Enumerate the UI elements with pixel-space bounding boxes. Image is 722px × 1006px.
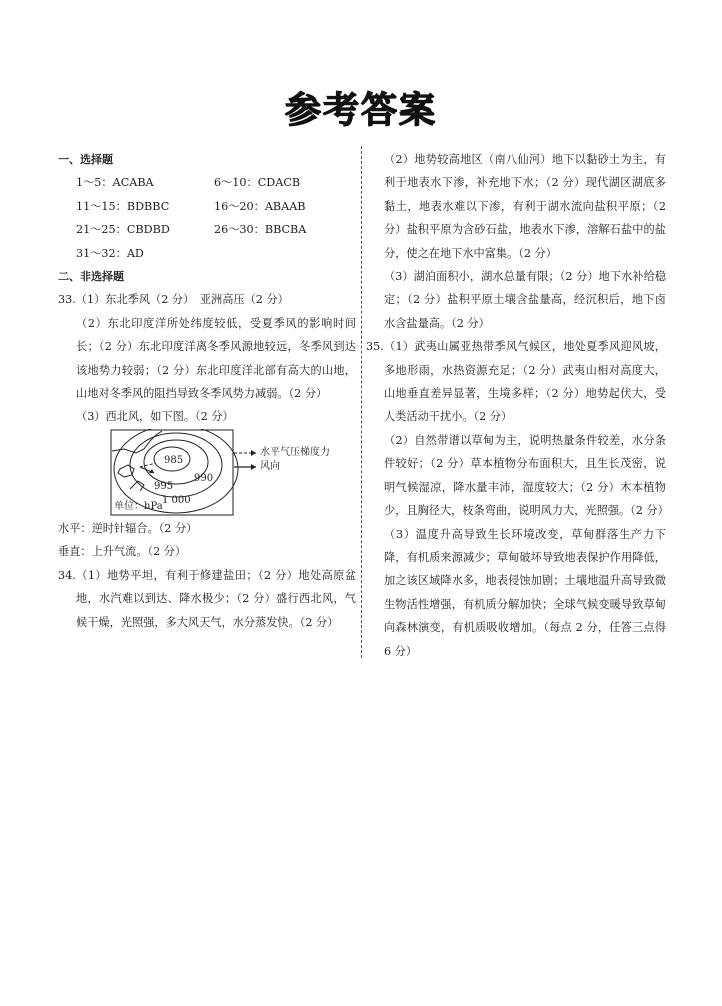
answer-35-1: 35.（1）武夷山属亚热带季风气候区，地处夏季风迎风坡，多地形雨，水热资源充足；（2 分）武夷山相对高度大，山地垂直差异显著，生境多样；（2 分）地势起伏大，受人类活动干扰小。（2 分） bbox=[366, 340, 666, 424]
page-title: 参考答案 bbox=[284, 90, 437, 131]
isobar-label: 1 000 bbox=[162, 494, 191, 506]
choice-answer: 16～20：ABAAB bbox=[214, 199, 306, 213]
legend-wind-label: 风向 bbox=[260, 460, 280, 472]
answer-33-2: （2）东北印度洋所处纬度较低，受夏季风的影响时间长；（2 分）东北印度洋离冬季风源地较远，冬季风到达该地势力较弱；（2 分）东北印度洋北部有高大的山地，山地对冬季风的阻挡导致冬季风势力减弱。（2 分） bbox=[76, 316, 356, 401]
left-column bbox=[58, 148, 356, 634]
pressure-gradient-arrow bbox=[140, 463, 156, 467]
section-heading-choice: 一、选择题 bbox=[58, 153, 113, 166]
choice-answer: 1～5：ACABA bbox=[76, 176, 154, 190]
right-column bbox=[366, 148, 669, 663]
isobar-figure bbox=[110, 429, 350, 517]
isobar-label: 995 bbox=[154, 480, 174, 492]
answer-33-horizontal: 水平：逆时针辐合。（2 分） bbox=[58, 521, 198, 535]
answer-33-3: （3）西北风，如下图。（2 分） bbox=[76, 410, 234, 424]
legend-solid-arrowhead bbox=[251, 464, 256, 470]
answer-35-3: （3）温度升高导致生长环境改变，草甸群落生产力下降，有机质来源减少；草甸破坏导致地表保护作用降低，加之该区域降水多，地表侵蚀加剧；土壤地温升高导致微生物活性增强，有机质分解加快；全球气候变暖导致草甸向森林演变，有机质吸收增加。（每点 2 分，任答三点得 6 分） bbox=[384, 527, 666, 658]
answer-34-3: （3）湖泊面积小，湖水总量有限；（2 分）地下水补给稳定；（2 分）盐积平原土壤含盐量高，经沉积后，地下卤水含盐量高。（2 分） bbox=[384, 270, 666, 330]
choice-answer: 6～10：CDACB bbox=[214, 176, 301, 190]
legend-dashed-arrowhead bbox=[251, 450, 256, 456]
isobar-label: 990 bbox=[194, 472, 214, 484]
unit-label: 单位：hPa bbox=[114, 500, 163, 512]
choice-answer: 31～32：AD bbox=[76, 246, 144, 260]
choice-answer: 21～25：CBDBD bbox=[76, 223, 170, 237]
section-heading-nonchoice: 二、非选择题 bbox=[58, 270, 124, 284]
choice-answer-grid bbox=[58, 171, 356, 265]
answer-34-1: 34.（1）地势平坦，有利于修建盐田；（2 分）地处高原盆地，水汽难以到达、降水极少；（2 分）盛行西北风，气候干燥，光照强，多大风天气，水分蒸发快。（2 分） bbox=[58, 568, 356, 629]
choice-answer: 26～30：BBCBA bbox=[214, 223, 307, 237]
answer-33-vertical: 垂直：上升气流。（2 分） bbox=[58, 545, 187, 559]
answer-33-1: 33.（1）东北季风（2 分） 亚洲高压（2 分） bbox=[58, 293, 289, 307]
choice-answer: 11～15：BDBBC bbox=[76, 199, 170, 213]
legend-gradient-label: 水平气压梯度力 bbox=[260, 446, 330, 458]
answer-34-2: （2）地势较高地区（南八仙河）地下以黏砂土为主，有利于地表水下渗，补充地下水；（2 分）现代湖区湖底多黏土，地表水难以下渗，有利于湖水流向盐积平原；（2 分）盐积平原为含砂石盐，地表水下渗，溶解石盐中的盐分，使之在地下水中富集。（2 分） bbox=[384, 153, 666, 260]
isobar-label: 985 bbox=[164, 454, 184, 466]
island-outline bbox=[118, 465, 134, 477]
answer-35-2: （2）自然带谱以草甸为主，说明热量条件较差，水分条件较好；（2 分）草本植物分布面积大，且生长茂密，说明气候湿凉，降水量丰沛，湿度较大；（2 分）木本植物少，且胸径大，枝条弯曲，说明风力大，光照强。（2 分） bbox=[384, 433, 669, 518]
